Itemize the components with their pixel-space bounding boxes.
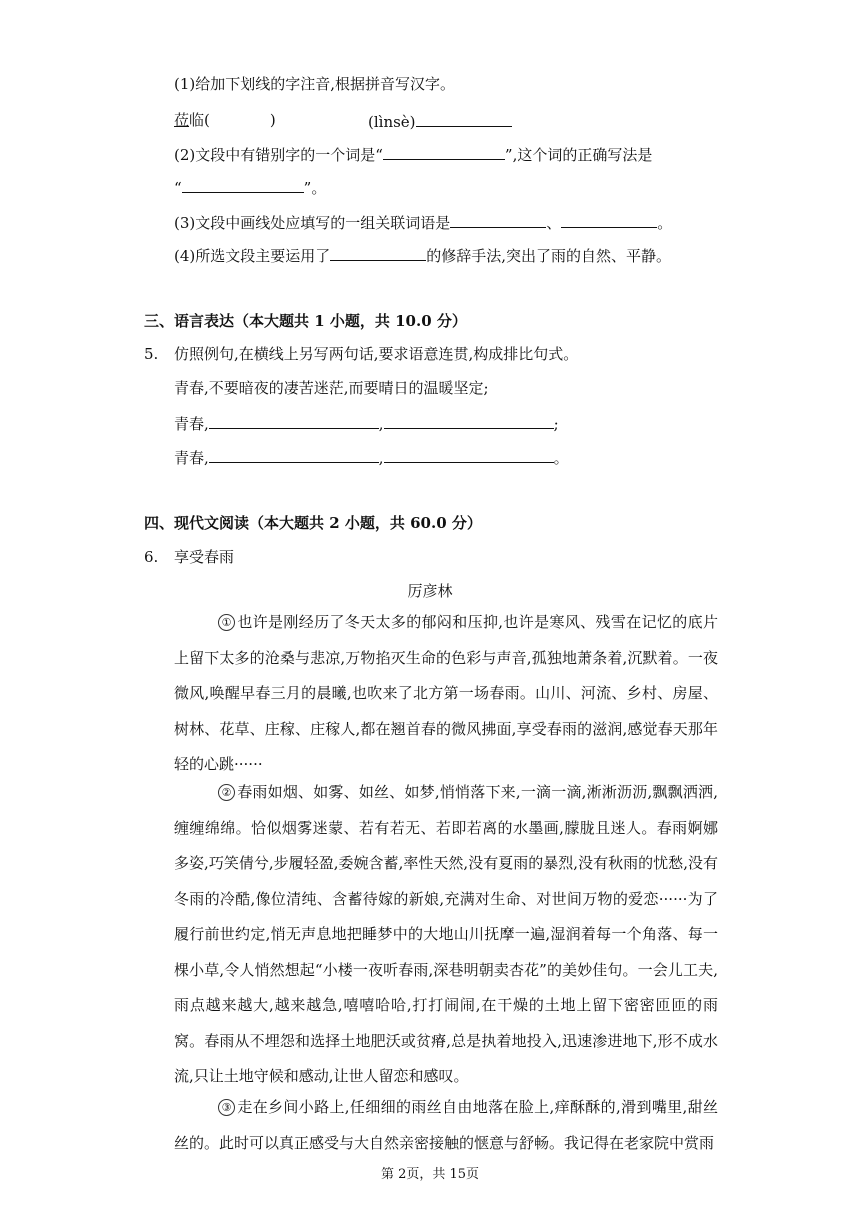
rhetoric-blank[interactable] <box>330 244 426 261</box>
q6 <box>144 547 234 567</box>
correct-word-blank[interactable] <box>182 176 304 193</box>
q4-sub2-text-b: ”,这个词的正确写法是 <box>504 146 653 164</box>
paragraph-text: 春雨如烟、如雾、如丝、如梦,悄悄落下来,一滴一滴,淅淅沥沥,飘飘洒洒,缠缠绵绵。恰似烟雾迷蒙、若有若无、若即若离的水墨画,朦胧且迷人。春雨婀娜多姿,巧笑倩兮,步履轻盈,委婉含蓄,率性天然,没有夏雨的暴烈,没有秋雨的忧愁,没有冬雨的冷酷,像位清纯、含蓄待嫁的新娘,充满对生命、对世间万物的爱恋······为了履行前世约定,悄无声息地把睡梦中的大地山川抚摩一遍,湿润着每一个角落、每一棵小草,令人悄然想起“小楼一夜听春雨,深巷明朝卖杏花”的美妙佳句。一会儿工夫,雨点越来越大,越来越急,嘻嘻哈哈,打打闹闹,在干燥的土地上留下密密匝匝的雨窝。春雨从不埋怨和选择土地肥沃或贫瘠,总是执着地投入,迅速渗进地下,形不成水流,只让土地守候和感动,让世人留恋和感叹。 <box>174 783 718 1085</box>
line2-comma: , <box>378 449 384 467</box>
q4-sub1-answers <box>174 110 276 130</box>
q4-sub4-text-a: (4)所选文段主要运用了 <box>174 247 331 265</box>
q4-sub3-end: 。 <box>657 214 673 232</box>
line1-comma: , <box>378 415 384 433</box>
page-footer: 第 2页，共 15页 <box>380 1167 480 1182</box>
line2-blank-b[interactable] <box>384 446 554 463</box>
q4-sub3 <box>174 211 672 233</box>
q6-number: 6. <box>144 548 159 566</box>
line2-end: 。 <box>553 449 569 467</box>
q4-sub2-cont <box>174 176 326 198</box>
pinyin-text: (lìnsè) <box>368 113 416 131</box>
passage-paragraph-3 <box>174 1090 718 1161</box>
line1-blank-a[interactable] <box>209 412 379 429</box>
q5-text: 仿照例句,在横线上另写两句话,要求语意连贯,构成排比句式。 <box>174 345 579 363</box>
passage-paragraph-1 <box>174 605 718 783</box>
line2-blank-a[interactable] <box>209 446 379 463</box>
paragraph-text: 也许是刚经历了冬天太多的郁闷和压抑,也许是寒风、残雪在记忆的底片上留下太多的沧桑与悲凉,万物掐灭生命的色彩与声音,孤独地萧条着,沉默着。一夜微风,唤醒早春三月的晨曦,也吹来了北方第一场春雨。山川、河流、乡村、房屋、树林、花草、庄稼、庄稼人,都在翘首春的微风拂面,享受春雨的滋润,感觉春天那年轻的心跳······ <box>174 613 718 773</box>
q4-sub4-text-b: 的修辞手法,突出了雨的自然、平静。 <box>426 247 672 265</box>
q5-example: 青春,不要暗夜的凄苦迷茫,而要晴日的温暖坚定; <box>174 379 489 397</box>
paragraph-number: ① <box>218 614 235 631</box>
q5-line1 <box>174 412 559 434</box>
section3-heading: 三、语言表达（本大题共 1 小题，共 10.0 分） <box>144 312 467 330</box>
q5-line2 <box>174 446 569 468</box>
wrong-word-blank[interactable] <box>383 143 505 160</box>
q4-sub3-sep: 、 <box>546 214 562 232</box>
q4-sub1 <box>174 74 455 94</box>
line2-prefix: 青春, <box>174 449 209 467</box>
q4-sub2-text-a: (2)文段中有错别字的一个词是“ <box>174 146 383 164</box>
passage-paragraph-2 <box>174 775 718 1095</box>
section4-heading: 四、现代文阅读（本大题共 2 小题，共 60.0 分） <box>144 514 482 532</box>
conjunction-blank-2[interactable] <box>561 211 657 228</box>
q4-sub4 <box>174 244 671 266</box>
conjunction-blank-1[interactable] <box>450 211 546 228</box>
q4-sub3-text-a: (3)文段中画线处应填写的一组关联词语是 <box>174 214 451 232</box>
hanzi-answer-blank[interactable] <box>416 110 512 127</box>
paragraph-number: ② <box>218 784 235 801</box>
line1-end: ; <box>553 415 559 433</box>
passage-author: 厉彦林 <box>407 582 453 600</box>
paren-close: ) <box>269 111 276 129</box>
q4-sub1-pinyin <box>368 110 512 132</box>
passage-title: 享受春雨 <box>174 548 235 566</box>
q4-sub1-text: (1)给加下划线的字注音,根据拼音写汉字。 <box>174 75 456 93</box>
line1-prefix: 青春, <box>174 415 209 433</box>
line1-blank-b[interactable] <box>384 412 554 429</box>
paragraph-number: ③ <box>218 1099 235 1116</box>
q5 <box>144 344 578 364</box>
quote-close: ”。 <box>303 179 327 197</box>
underlined-char: 莅 <box>174 111 190 129</box>
q4-sub2 <box>174 143 652 165</box>
q5-number: 5. <box>144 345 159 363</box>
q4-word-rest: 临( <box>189 111 210 129</box>
quote-open: “ <box>174 179 182 197</box>
paragraph-text: 走在乡间小路上,任细细的雨丝自由地落在脸上,痒酥酥的,滑到嘴里,甜丝丝的。此时可以真正感受与大自然亲密接触的惬意与舒畅。我记得在老家院中赏雨 <box>174 1098 718 1152</box>
